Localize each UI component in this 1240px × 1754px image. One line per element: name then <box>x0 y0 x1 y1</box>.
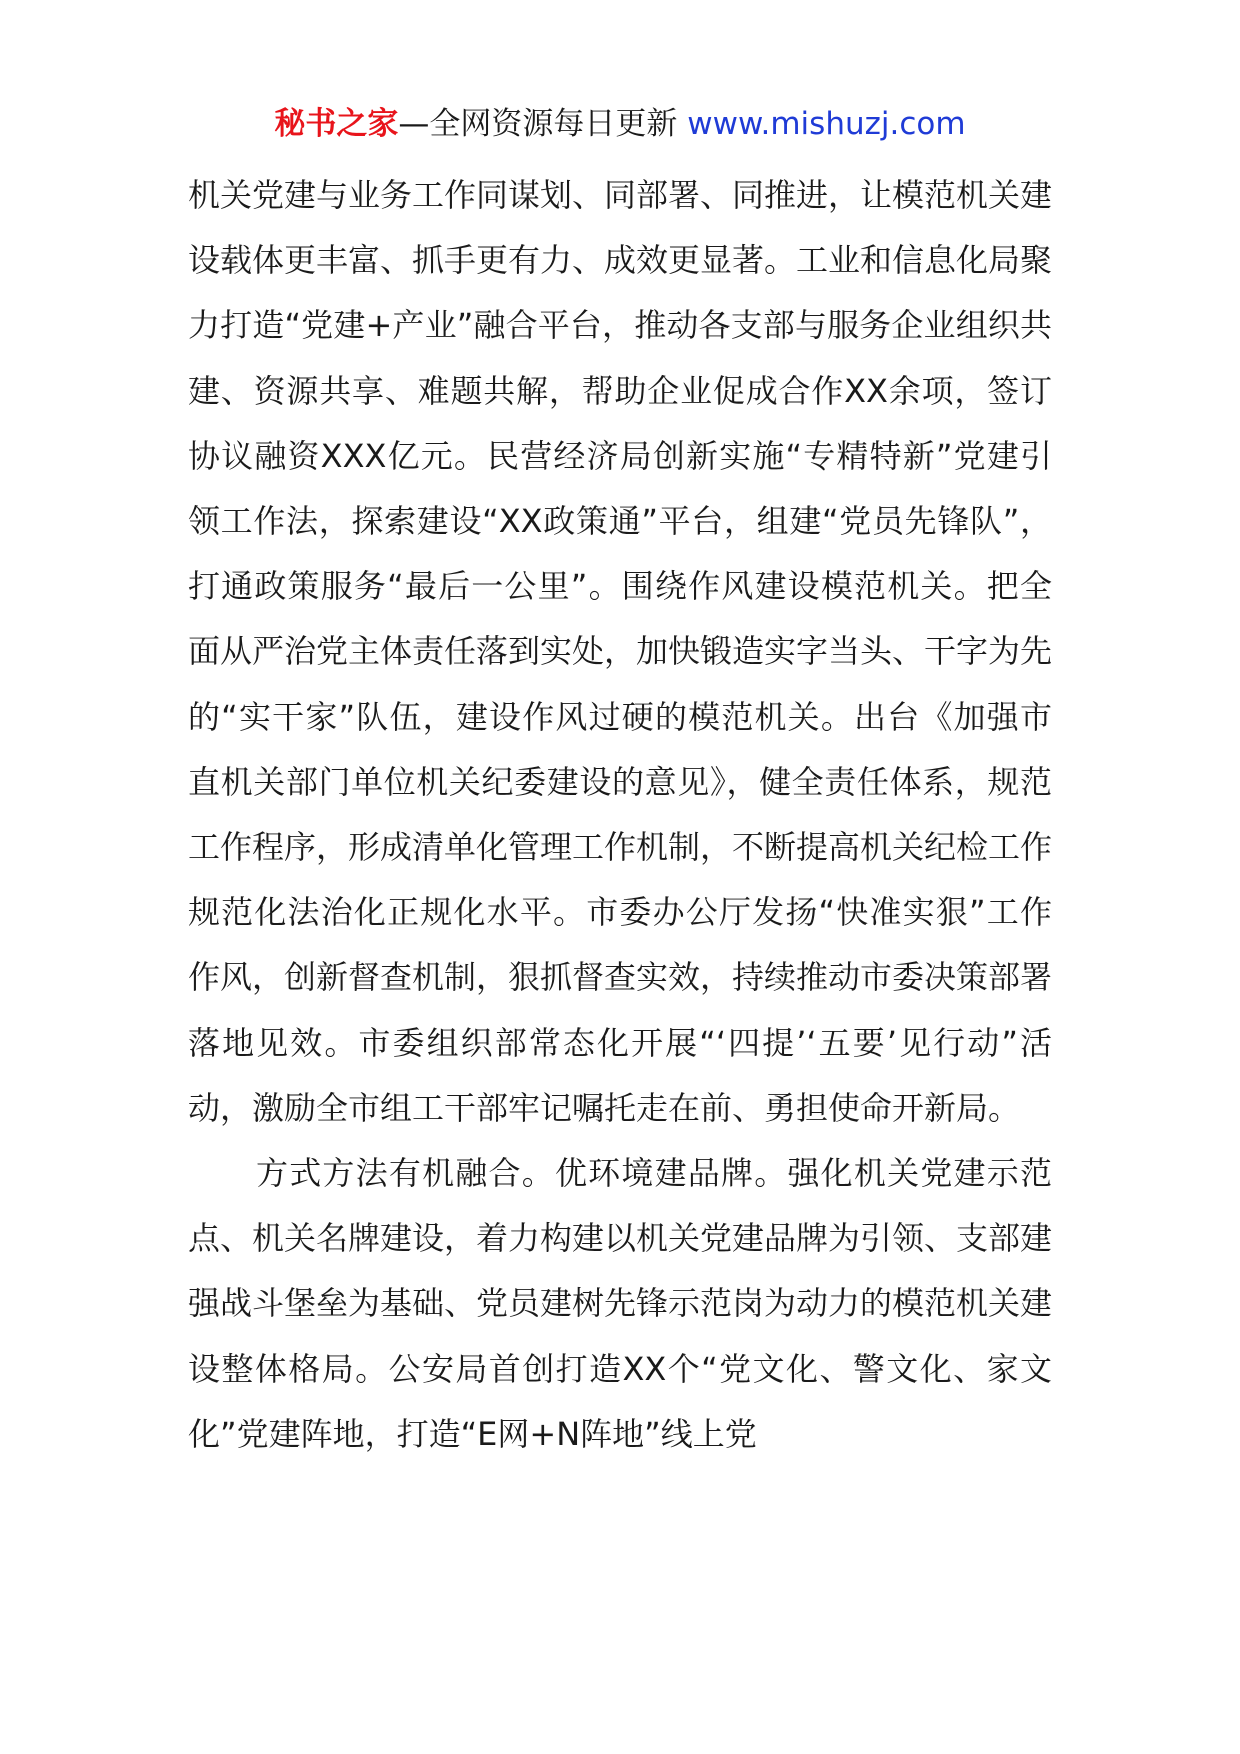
website-link[interactable]: www.mishuzj.com <box>687 106 966 142</box>
brand-name: 秘书之家 <box>274 106 399 142</box>
page-header <box>0 100 1240 148</box>
document-body <box>188 163 1052 1467</box>
paragraph: 机关党建与业务工作同谋划、同部署、同推进，让模范机关建设载体更丰富、抓手更有力、成效更显著。工业和信息化局聚力打造“党建+产业”融合平台，推动各支部与服务企业组织共建、资源共享、难题共解，帮助企业促成合作XX余项，签订协议融资XXX亿元。民营经济局创新实施“专精特新”党建引领工作法，探索建设“XX政策通”平台，组建“党员先锋队”，打通政策服务“最后一公里”。围绕作风建设模范机关。把全面从严治党主体责任落到实处，加快锻造实字当头、干字为先的“实干家”队伍，建设作风过硬的模范机关。出台《加强市直机关部门单位机关纪委建设的意见》，健全责任体系，规范工作程序，形成清单化管理工作机制，不断提高机关纪检工作规范化法治化正规化水平。市委办公厅发扬“快准实狠”工作作风，创新督查机制，狠抓督查实效，持续推动市委决策部署落地见效。市委组织部常态化开展“‘四提’‘五要’见行动”活动，激励全市组工干部牢记嘱托走在前、勇担使命开新局。 <box>188 176 1053 1127</box>
header-tagline: —全网资源每日更新 <box>398 106 678 142</box>
paragraph: 方式方法有机融合。优环境建品牌。强化机关党建示范点、机关名牌建设，着力构建以机关党建品牌为引领、支部建强战斗堡垒为基础、党员建树先锋示范岗为动力的模范机关建设整体格局。公安局首创打造XX个“党文化、警文化、家文化”党建阵地，打造“E网+N阵地”线上党 <box>188 1154 1053 1453</box>
